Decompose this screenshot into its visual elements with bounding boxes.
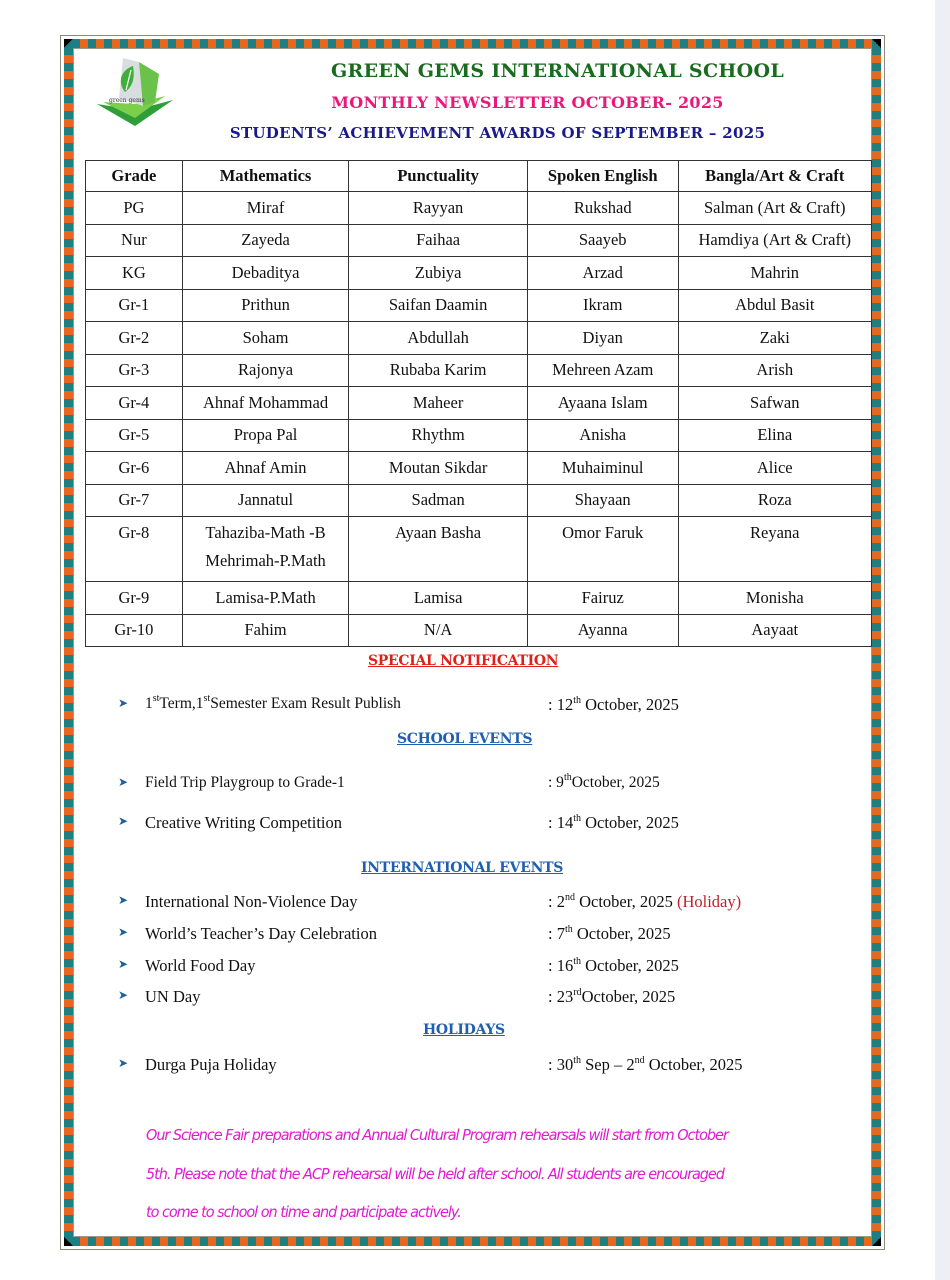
table-cell: Debaditya xyxy=(182,257,349,290)
table-cell: Zayeda xyxy=(182,224,349,257)
table-cell: Jannatul xyxy=(182,484,349,517)
table-cell: Gr-7 xyxy=(86,484,183,517)
awards-title: STUDENTS’ ACHIEVEMENT AWARDS OF SEPTEMBER – 2025 xyxy=(229,124,766,142)
column-header-bangla-art-craft: Bangla/Art & Craft xyxy=(678,161,871,192)
table-cell: N/A xyxy=(349,614,528,647)
item-label: World Food Day xyxy=(145,956,256,975)
table-cell: PG xyxy=(86,192,183,225)
table-cell: Gr-8 xyxy=(86,517,183,582)
table-cell: Fairuz xyxy=(527,582,678,615)
item-label: World’s Teacher’s Day Celebration xyxy=(145,924,377,943)
table-cell: Arish xyxy=(678,354,871,387)
table-cell: Abdul Basit xyxy=(678,289,871,322)
table-row xyxy=(86,257,872,290)
column-header-punctuality: Punctuality xyxy=(349,161,528,192)
item-date: : 23rdOctober, 2025 xyxy=(548,987,676,1006)
table-cell: Omor Faruk xyxy=(527,517,678,582)
table-row xyxy=(86,484,872,517)
table-cell: Lamisa-P.Math xyxy=(182,582,349,615)
column-header-mathematics: Mathematics xyxy=(182,161,349,192)
arrow-bullet-icon: ➤ xyxy=(118,957,129,971)
item-label: Durga Puja Holiday xyxy=(145,1055,277,1074)
column-header-grade: Grade xyxy=(86,161,183,192)
note-line: Our Science Fair preparations and Annual Cultural Program rehearsals will start from October xyxy=(146,1126,728,1144)
border-corner xyxy=(64,39,73,48)
arrow-bullet-icon: ➤ xyxy=(118,988,129,1002)
item-date: : 30th Sep – 2nd October, 2025 xyxy=(548,1055,743,1074)
arrow-bullet-icon: ➤ xyxy=(118,696,129,710)
table-cell: Saifan Daamin xyxy=(349,289,528,322)
svg-text:green gems: green gems xyxy=(109,97,145,104)
table-cell: Roza xyxy=(678,484,871,517)
table-cell: Miraf xyxy=(182,192,349,225)
table-cell: Ahnaf Mohammad xyxy=(182,387,349,420)
table-cell: Soham xyxy=(182,322,349,355)
table-row xyxy=(86,192,872,225)
table-cell: Rajonya xyxy=(182,354,349,387)
item-date: : 16th October, 2025 xyxy=(548,956,679,975)
table-row xyxy=(86,224,872,257)
table-cell: Faihaa xyxy=(349,224,528,257)
table-cell: Elina xyxy=(678,419,871,452)
table-cell: Zubiya xyxy=(349,257,528,290)
table-cell: Shayaan xyxy=(527,484,678,517)
item-label: Field Trip Playgroup to Grade-1 xyxy=(145,774,345,791)
table-cell: Moutan Sikdar xyxy=(349,452,528,485)
table-cell: Gr-5 xyxy=(86,419,183,452)
newsletter-title: MONTHLY NEWSLETTER OCTOBER- 2025 xyxy=(331,93,724,112)
table-cell: Rayyan xyxy=(349,192,528,225)
table-cell: Anisha xyxy=(527,419,678,452)
table-cell: Aayaat xyxy=(678,614,871,647)
table-row xyxy=(86,419,872,452)
table-cell: Gr-1 xyxy=(86,289,183,322)
table-cell: Propa Pal xyxy=(182,419,349,452)
table-cell: Rubaba Karim xyxy=(349,354,528,387)
table-cell: Maheer xyxy=(349,387,528,420)
table-cell: Gr-3 xyxy=(86,354,183,387)
table-row xyxy=(86,387,872,420)
background-strip xyxy=(935,0,950,1280)
table-row xyxy=(86,517,872,582)
table-cell: Rukshad xyxy=(527,192,678,225)
item-label: 1stTerm,1stSemester Exam Result Publish xyxy=(145,693,401,712)
arrow-bullet-icon: ➤ xyxy=(118,814,129,828)
border-corner xyxy=(872,1237,881,1246)
table-cell: Arzad xyxy=(527,257,678,290)
awards-table xyxy=(85,160,872,647)
holidays-heading: HOLIDAYS xyxy=(423,1022,505,1038)
border-corner xyxy=(64,1237,73,1246)
item-label: International Non-Violence Day xyxy=(145,892,358,911)
table-cell: Prithun xyxy=(182,289,349,322)
table-cell: Lamisa xyxy=(349,582,528,615)
item-date: : 2nd October, 2025 (Holiday) xyxy=(548,892,742,911)
note-line: 5th. Please note that the ACP rehearsal will be held after school. All students are encouraged xyxy=(146,1164,724,1183)
table-cell: Abdullah xyxy=(349,322,528,355)
border-corner xyxy=(872,39,881,48)
note-line: to come to school on time and participate actively. xyxy=(146,1203,461,1221)
table-row xyxy=(86,354,872,387)
table-row xyxy=(86,582,872,615)
table-cell: Alice xyxy=(678,452,871,485)
table-cell: Gr-4 xyxy=(86,387,183,420)
table-row xyxy=(86,289,872,322)
table-cell: Ayaan Basha xyxy=(349,517,528,582)
table-cell: Gr-2 xyxy=(86,322,183,355)
table-cell: Reyana xyxy=(678,517,871,582)
table-cell: Salman (Art & Craft) xyxy=(678,192,871,225)
table-cell: Fahim xyxy=(182,614,349,647)
international-events-heading: INTERNATIONAL EVENTS xyxy=(361,860,564,876)
table-cell: Muhaiminul xyxy=(527,452,678,485)
special-notification-heading: SPECIAL NOTIFICATION xyxy=(368,653,559,669)
table-cell: Rhythm xyxy=(349,419,528,452)
table-cell: Hamdiya (Art & Craft) xyxy=(678,224,871,257)
table-cell: Monisha xyxy=(678,582,871,615)
table-cell: Nur xyxy=(86,224,183,257)
item-date: : 9thOctober, 2025 xyxy=(548,772,660,791)
table-cell: Sadman xyxy=(349,484,528,517)
item-date: : 7th October, 2025 xyxy=(548,924,671,943)
holiday-tag: (Holiday) xyxy=(676,892,742,911)
table-cell: Diyan xyxy=(527,322,678,355)
item-date: : 12th October, 2025 xyxy=(548,695,679,714)
table-cell: Gr-6 xyxy=(86,452,183,485)
table-cell: Saayeb xyxy=(527,224,678,257)
table-cell: Zaki xyxy=(678,322,871,355)
table-cell xyxy=(182,517,349,582)
table-row xyxy=(86,614,872,647)
school-events-heading: SCHOOL EVENTS xyxy=(397,731,533,747)
table-cell: Mehreen Azam xyxy=(527,354,678,387)
table-cell: Gr-9 xyxy=(86,582,183,615)
table-cell: Gr-10 xyxy=(86,614,183,647)
item-label: Creative Writing Competition xyxy=(145,813,343,832)
table-row xyxy=(86,452,872,485)
table-cell: Mahrin xyxy=(678,257,871,290)
table-cell: Ayanna xyxy=(527,614,678,647)
item-label: UN Day xyxy=(145,987,201,1006)
table-header-row xyxy=(86,161,872,192)
arrow-bullet-icon: ➤ xyxy=(118,1056,129,1070)
item-date: : 14th October, 2025 xyxy=(548,813,679,832)
table-cell: Ikram xyxy=(527,289,678,322)
arrow-bullet-icon: ➤ xyxy=(118,775,129,789)
table-cell: Safwan xyxy=(678,387,871,420)
arrow-bullet-icon: ➤ xyxy=(118,925,129,939)
table-row xyxy=(86,322,872,355)
column-header-spoken-english: Spoken English xyxy=(527,161,678,192)
announcement-note xyxy=(146,1116,797,1232)
cell-line: Tahaziba-Math -B xyxy=(205,523,326,542)
table-cell: KG xyxy=(86,257,183,290)
school-name: GREEN GEMS INTERNATIONAL SCHOOL xyxy=(331,60,784,82)
arrow-bullet-icon: ➤ xyxy=(118,893,129,907)
table-cell: Ahnaf Amin xyxy=(182,452,349,485)
table-cell: Ayaana Islam xyxy=(527,387,678,420)
cell-line: Mehrimah-P.Math xyxy=(205,551,326,570)
